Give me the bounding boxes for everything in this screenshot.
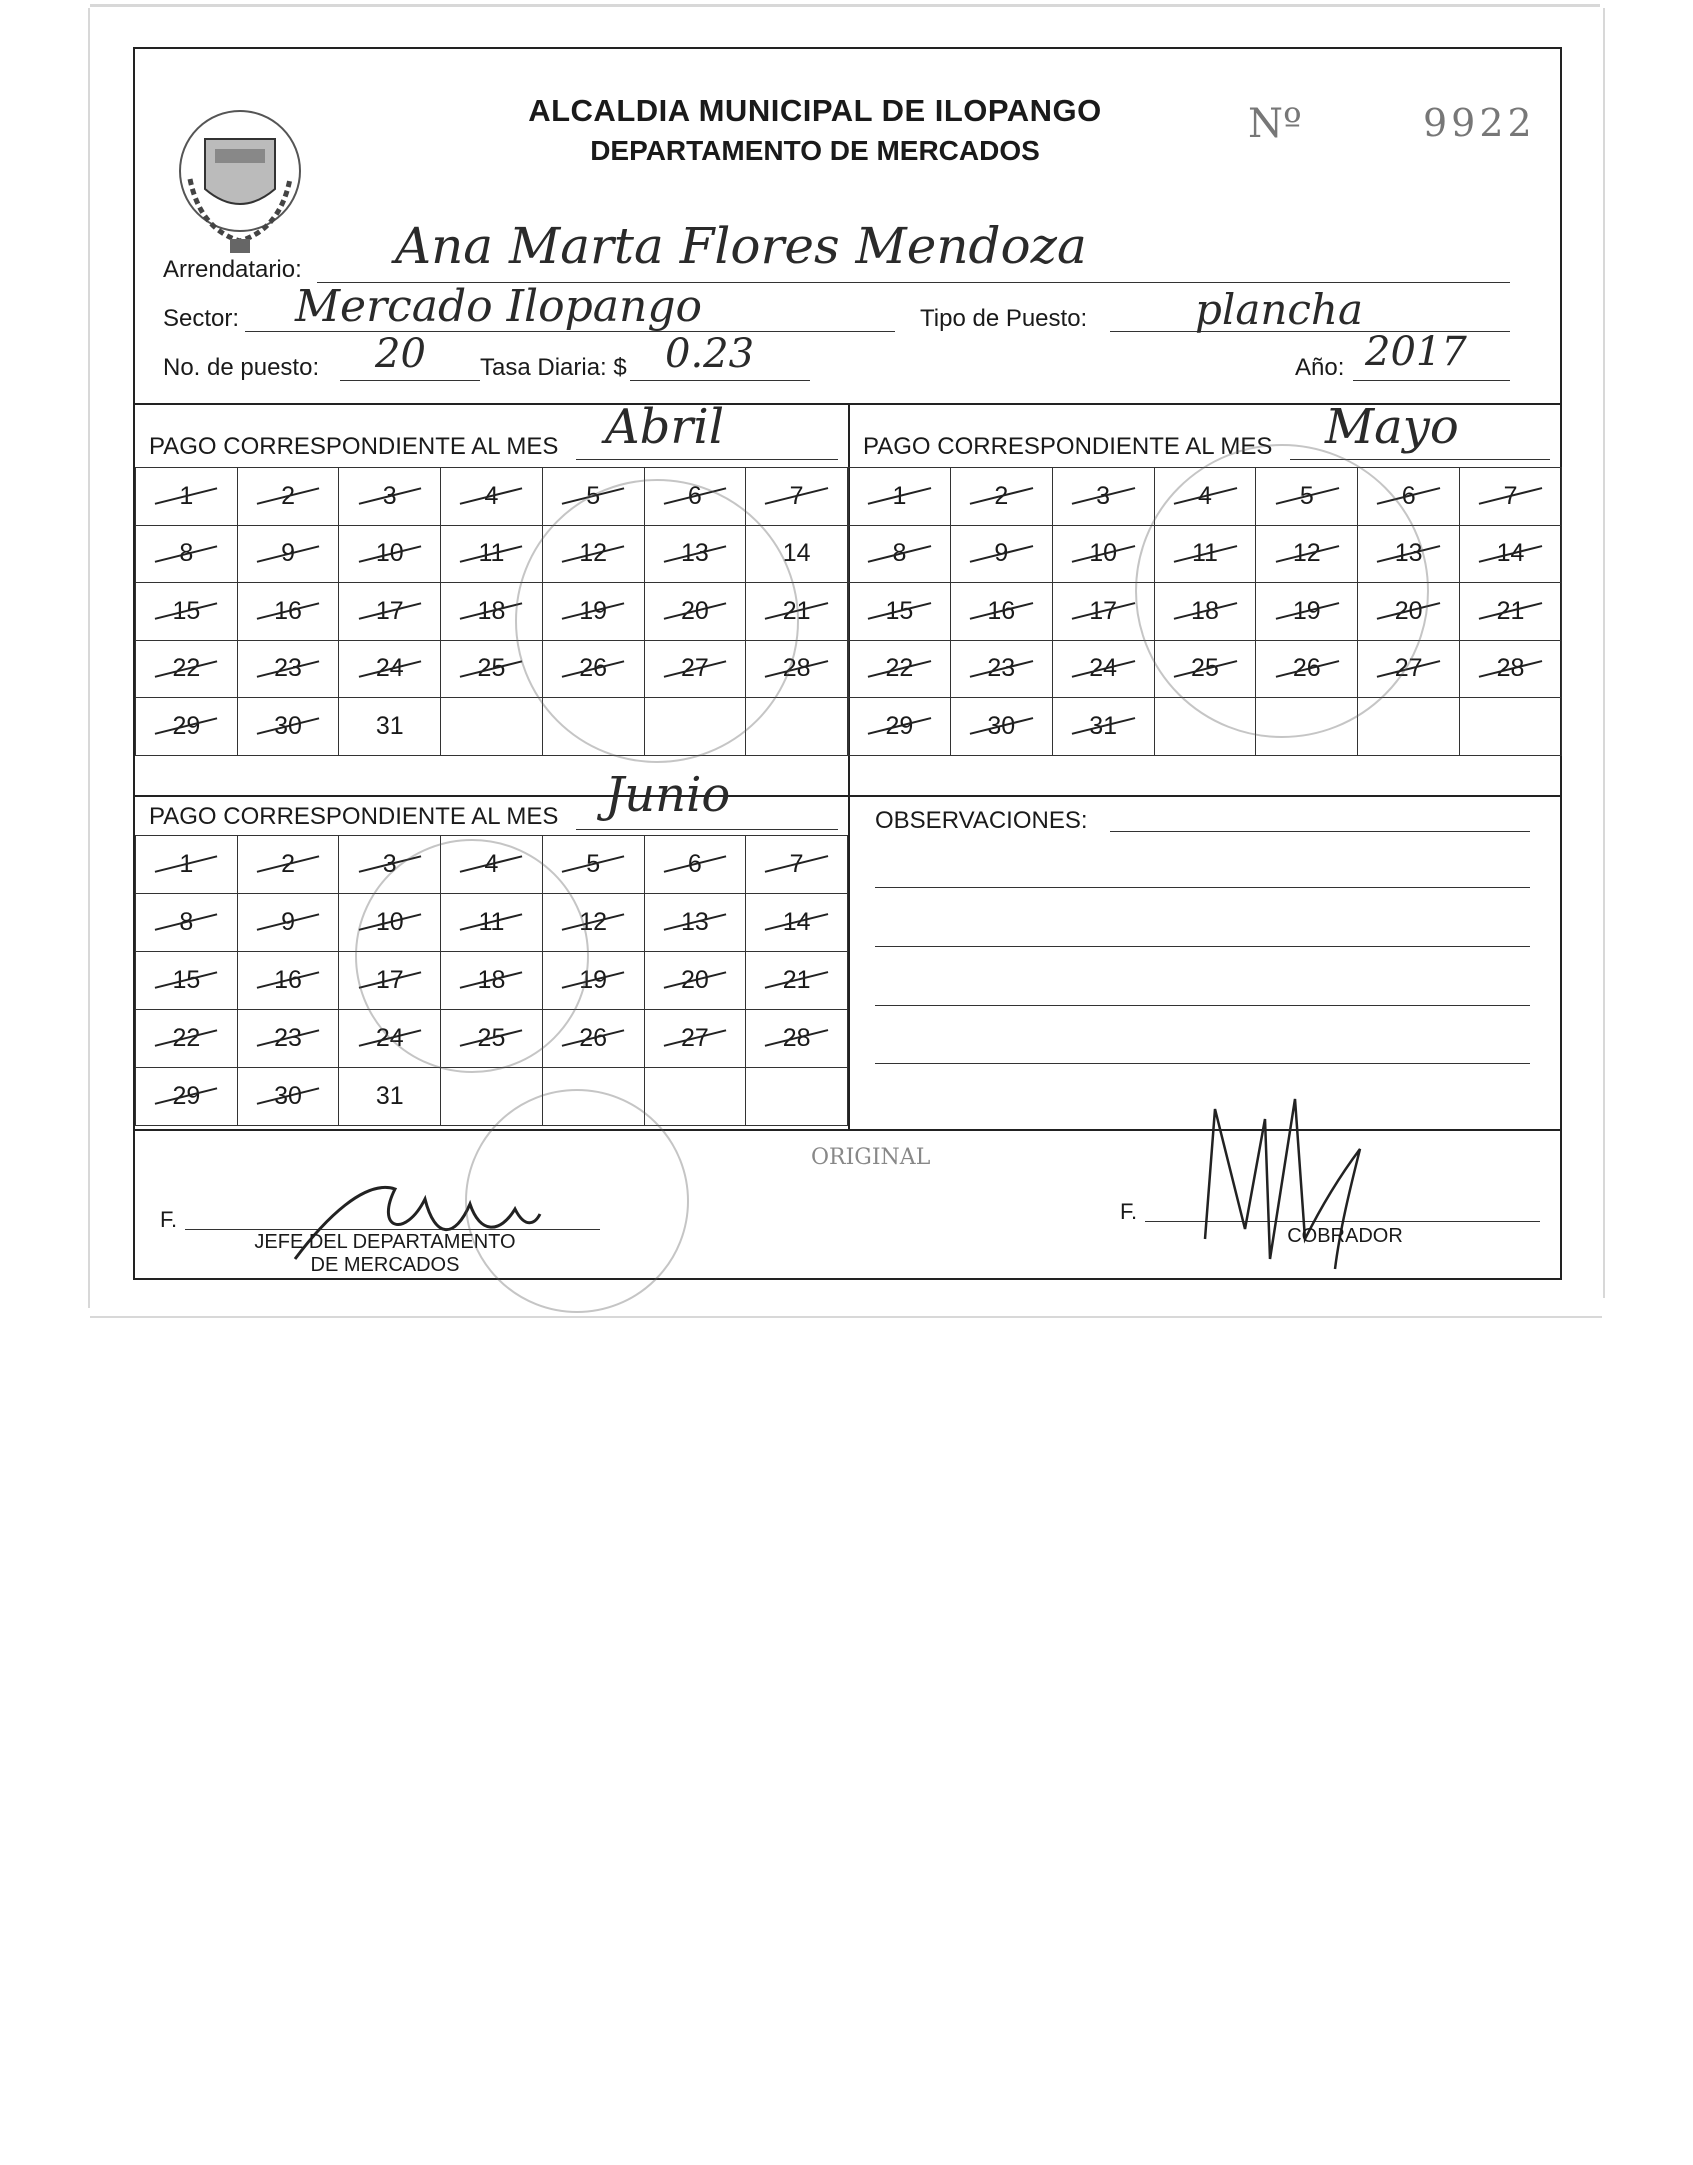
day-cell-12: 12: [1256, 525, 1358, 583]
day-cell-9: 9: [237, 525, 339, 583]
day-cell-25: 25: [1154, 640, 1256, 698]
payment-card: [133, 47, 1562, 1280]
observations-line-3: [875, 946, 1530, 947]
day-cell-29: 29: [849, 698, 951, 756]
day-cell-17: 17: [339, 952, 441, 1010]
day-cell-23: 23: [237, 1010, 339, 1068]
day-cell-17: 17: [1052, 583, 1154, 641]
day-cell-31: 31: [339, 1068, 441, 1126]
day-cell-28: 28: [1460, 640, 1562, 698]
day-cell-14: 14: [746, 525, 848, 583]
day-cell-11: 11: [1154, 525, 1256, 583]
day-cell-23: 23: [950, 640, 1052, 698]
day-cell-8: 8: [849, 525, 951, 583]
tenant-value: Ana Marta Flores Mendoza: [395, 217, 1087, 275]
collector-signature: [1175, 1079, 1375, 1279]
observations-line-5: [875, 1063, 1530, 1064]
observations-label: OBSERVACIONES:: [875, 807, 1088, 834]
day-cell-15: 15: [849, 583, 951, 641]
chief-sign-prefix: F.: [160, 1207, 178, 1232]
day-cell-25: 25: [441, 640, 543, 698]
observations-line-1: [1110, 831, 1530, 832]
day-cell-10: 10: [339, 894, 441, 952]
day-cell-26: 26: [542, 1010, 644, 1068]
year-line: [1353, 380, 1510, 381]
day-cell-20: 20: [644, 583, 746, 641]
municipal-seal-icon: [175, 99, 305, 259]
day-cell-16: 16: [950, 583, 1052, 641]
day-cell-7: 7: [746, 836, 848, 894]
day-cell-4: 4: [441, 468, 543, 526]
department-name: DEPARTAMENTO DE MERCADOS: [590, 135, 1040, 166]
collector-sign-prefix: F.: [1120, 1199, 1138, 1224]
day-cell-22: 22: [136, 1010, 238, 1068]
stall-type-label: Tipo de Puesto:: [920, 305, 1088, 332]
day-cell-27: 27: [1358, 640, 1460, 698]
day-cell-16: 16: [237, 583, 339, 641]
scan-edge-top: [90, 4, 1600, 7]
day-cell-29: 29: [136, 698, 238, 756]
day-cell-15: 15: [136, 583, 238, 641]
collector-title: COBRADOR: [1287, 1225, 1403, 1247]
day-cell-30: 30: [237, 1068, 339, 1126]
day-row: [136, 1068, 848, 1126]
day-cell-22: 22: [849, 640, 951, 698]
stamp-impression-3: [355, 839, 589, 1073]
day-cell-23: 23: [237, 640, 339, 698]
day-cell-5: 5: [542, 468, 644, 526]
empty-cell: [1460, 698, 1562, 756]
stamp-impression-2: [1135, 444, 1429, 738]
day-cell-17: 17: [339, 583, 441, 641]
day-cell-2: 2: [950, 468, 1052, 526]
day-cell-3: 3: [339, 468, 441, 526]
day-cell-26: 26: [1256, 640, 1358, 698]
day-cell-1: 1: [136, 836, 238, 894]
day-cell-28: 28: [746, 640, 848, 698]
tenant-label: Arrendatario:: [163, 256, 302, 283]
day-cell-19: 19: [542, 952, 644, 1010]
scan-edge-right: [1603, 8, 1605, 1298]
form-title: [465, 93, 1165, 167]
daily-rate-value: 0.23: [665, 331, 755, 377]
day-cell-6: 6: [644, 468, 746, 526]
scan-edge-bottom: [90, 1316, 1602, 1318]
day-cell-9: 9: [950, 525, 1052, 583]
day-cell-24: 24: [1052, 640, 1154, 698]
day-cell-13: 13: [644, 525, 746, 583]
day-cell-19: 19: [1256, 583, 1358, 641]
day-cell-4: 4: [1154, 468, 1256, 526]
month-1-name: Abril: [605, 399, 725, 455]
day-cell-11: 11: [441, 894, 543, 952]
day-cell-4: 4: [441, 836, 543, 894]
day-cell-28: 28: [746, 1010, 848, 1068]
daily-rate-line: [630, 380, 810, 381]
day-cell-18: 18: [441, 583, 543, 641]
day-cell-24: 24: [339, 1010, 441, 1068]
day-cell-19: 19: [542, 583, 644, 641]
day-cell-7: 7: [1460, 468, 1562, 526]
day-cell-3: 3: [1052, 468, 1154, 526]
day-cell-1: 1: [849, 468, 951, 526]
stall-number-label: No. de puesto:: [163, 354, 320, 381]
day-cell-14: 14: [1460, 525, 1562, 583]
day-cell-18: 18: [441, 952, 543, 1010]
day-cell-20: 20: [1358, 583, 1460, 641]
month-2-label: PAGO CORRESPONDIENTE AL MES: [863, 433, 1273, 460]
day-cell-24: 24: [339, 640, 441, 698]
day-cell-21: 21: [1460, 583, 1562, 641]
month-2-name: Mayo: [1325, 399, 1459, 455]
day-cell-21: 21: [746, 952, 848, 1010]
day-cell-10: 10: [1052, 525, 1154, 583]
month-1-line: [576, 459, 838, 460]
day-cell-30: 30: [950, 698, 1052, 756]
day-cell-16: 16: [237, 952, 339, 1010]
stall-number-line: [340, 380, 480, 381]
day-cell-5: 5: [1256, 468, 1358, 526]
stamp-impression-1: [515, 479, 799, 763]
day-cell-3: 3: [339, 836, 441, 894]
day-cell-2: 2: [237, 468, 339, 526]
day-cell-8: 8: [136, 525, 238, 583]
month-3-line: [576, 829, 838, 830]
day-cell-2: 2: [237, 836, 339, 894]
stall-number-value: 20: [375, 331, 426, 377]
month-1-label: PAGO CORRESPONDIENTE AL MES: [149, 433, 559, 460]
day-cell-12: 12: [542, 525, 644, 583]
day-cell-30: 30: [237, 698, 339, 756]
stall-type-value: plancha: [1195, 285, 1364, 334]
day-cell-11: 11: [441, 525, 543, 583]
empty-cell: [644, 1068, 746, 1126]
column-divider-lower: [848, 795, 850, 1129]
day-cell-21: 21: [746, 583, 848, 641]
day-cell-31: 31: [1052, 698, 1154, 756]
folio-number-box: [1248, 101, 1536, 147]
day-cell-13: 13: [1358, 525, 1460, 583]
day-cell-18: 18: [1154, 583, 1256, 641]
day-cell-27: 27: [644, 640, 746, 698]
empty-cell: [441, 698, 543, 756]
scan-edge-left: [88, 8, 90, 1308]
institution-name: ALCALDIA MUNICIPAL DE ILOPANGO: [528, 93, 1102, 128]
day-cell-26: 26: [542, 640, 644, 698]
month-3-name: Junio: [605, 767, 731, 823]
folio-number: 9922: [1423, 101, 1536, 145]
chief-title-line-1: JEFE DEL DEPARTAMENTO: [254, 1231, 516, 1253]
day-cell-7: 7: [746, 468, 848, 526]
day-cell-12: 12: [542, 894, 644, 952]
stamp-impression-4: [465, 1089, 689, 1313]
day-cell-29: 29: [136, 1068, 238, 1126]
day-cell-25: 25: [441, 1010, 543, 1068]
day-cell-15: 15: [136, 952, 238, 1010]
day-cell-22: 22: [136, 640, 238, 698]
folio-prefix: Nº: [1248, 101, 1302, 147]
day-cell-5: 5: [542, 836, 644, 894]
chief-title-line-2: DE MERCADOS: [310, 1254, 460, 1276]
day-cell-1: 1: [136, 468, 238, 526]
year-label: Año:: [1295, 354, 1345, 381]
day-cell-6: 6: [644, 836, 746, 894]
sector-label: Sector:: [163, 305, 240, 332]
empty-cell: [746, 1068, 848, 1126]
observations-line-2: [875, 887, 1530, 888]
day-cell-14: 14: [746, 894, 848, 952]
day-cell-8: 8: [136, 894, 238, 952]
day-cell-13: 13: [644, 894, 746, 952]
year-value: 2017: [1365, 329, 1467, 375]
original-copy-mark: ORIGINAL: [811, 1145, 931, 1170]
day-cell-31: 31: [339, 698, 441, 756]
observations-line-4: [875, 1005, 1530, 1006]
day-cell-10: 10: [339, 525, 441, 583]
day-cell-6: 6: [1358, 468, 1460, 526]
sector-value: Mercado Ilopango: [295, 281, 702, 332]
day-cell-9: 9: [237, 894, 339, 952]
day-cell-27: 27: [644, 1010, 746, 1068]
day-cell-20: 20: [644, 952, 746, 1010]
daily-rate-label: Tasa Diaria: $: [480, 354, 627, 381]
month-3-label: PAGO CORRESPONDIENTE AL MES: [149, 803, 559, 830]
